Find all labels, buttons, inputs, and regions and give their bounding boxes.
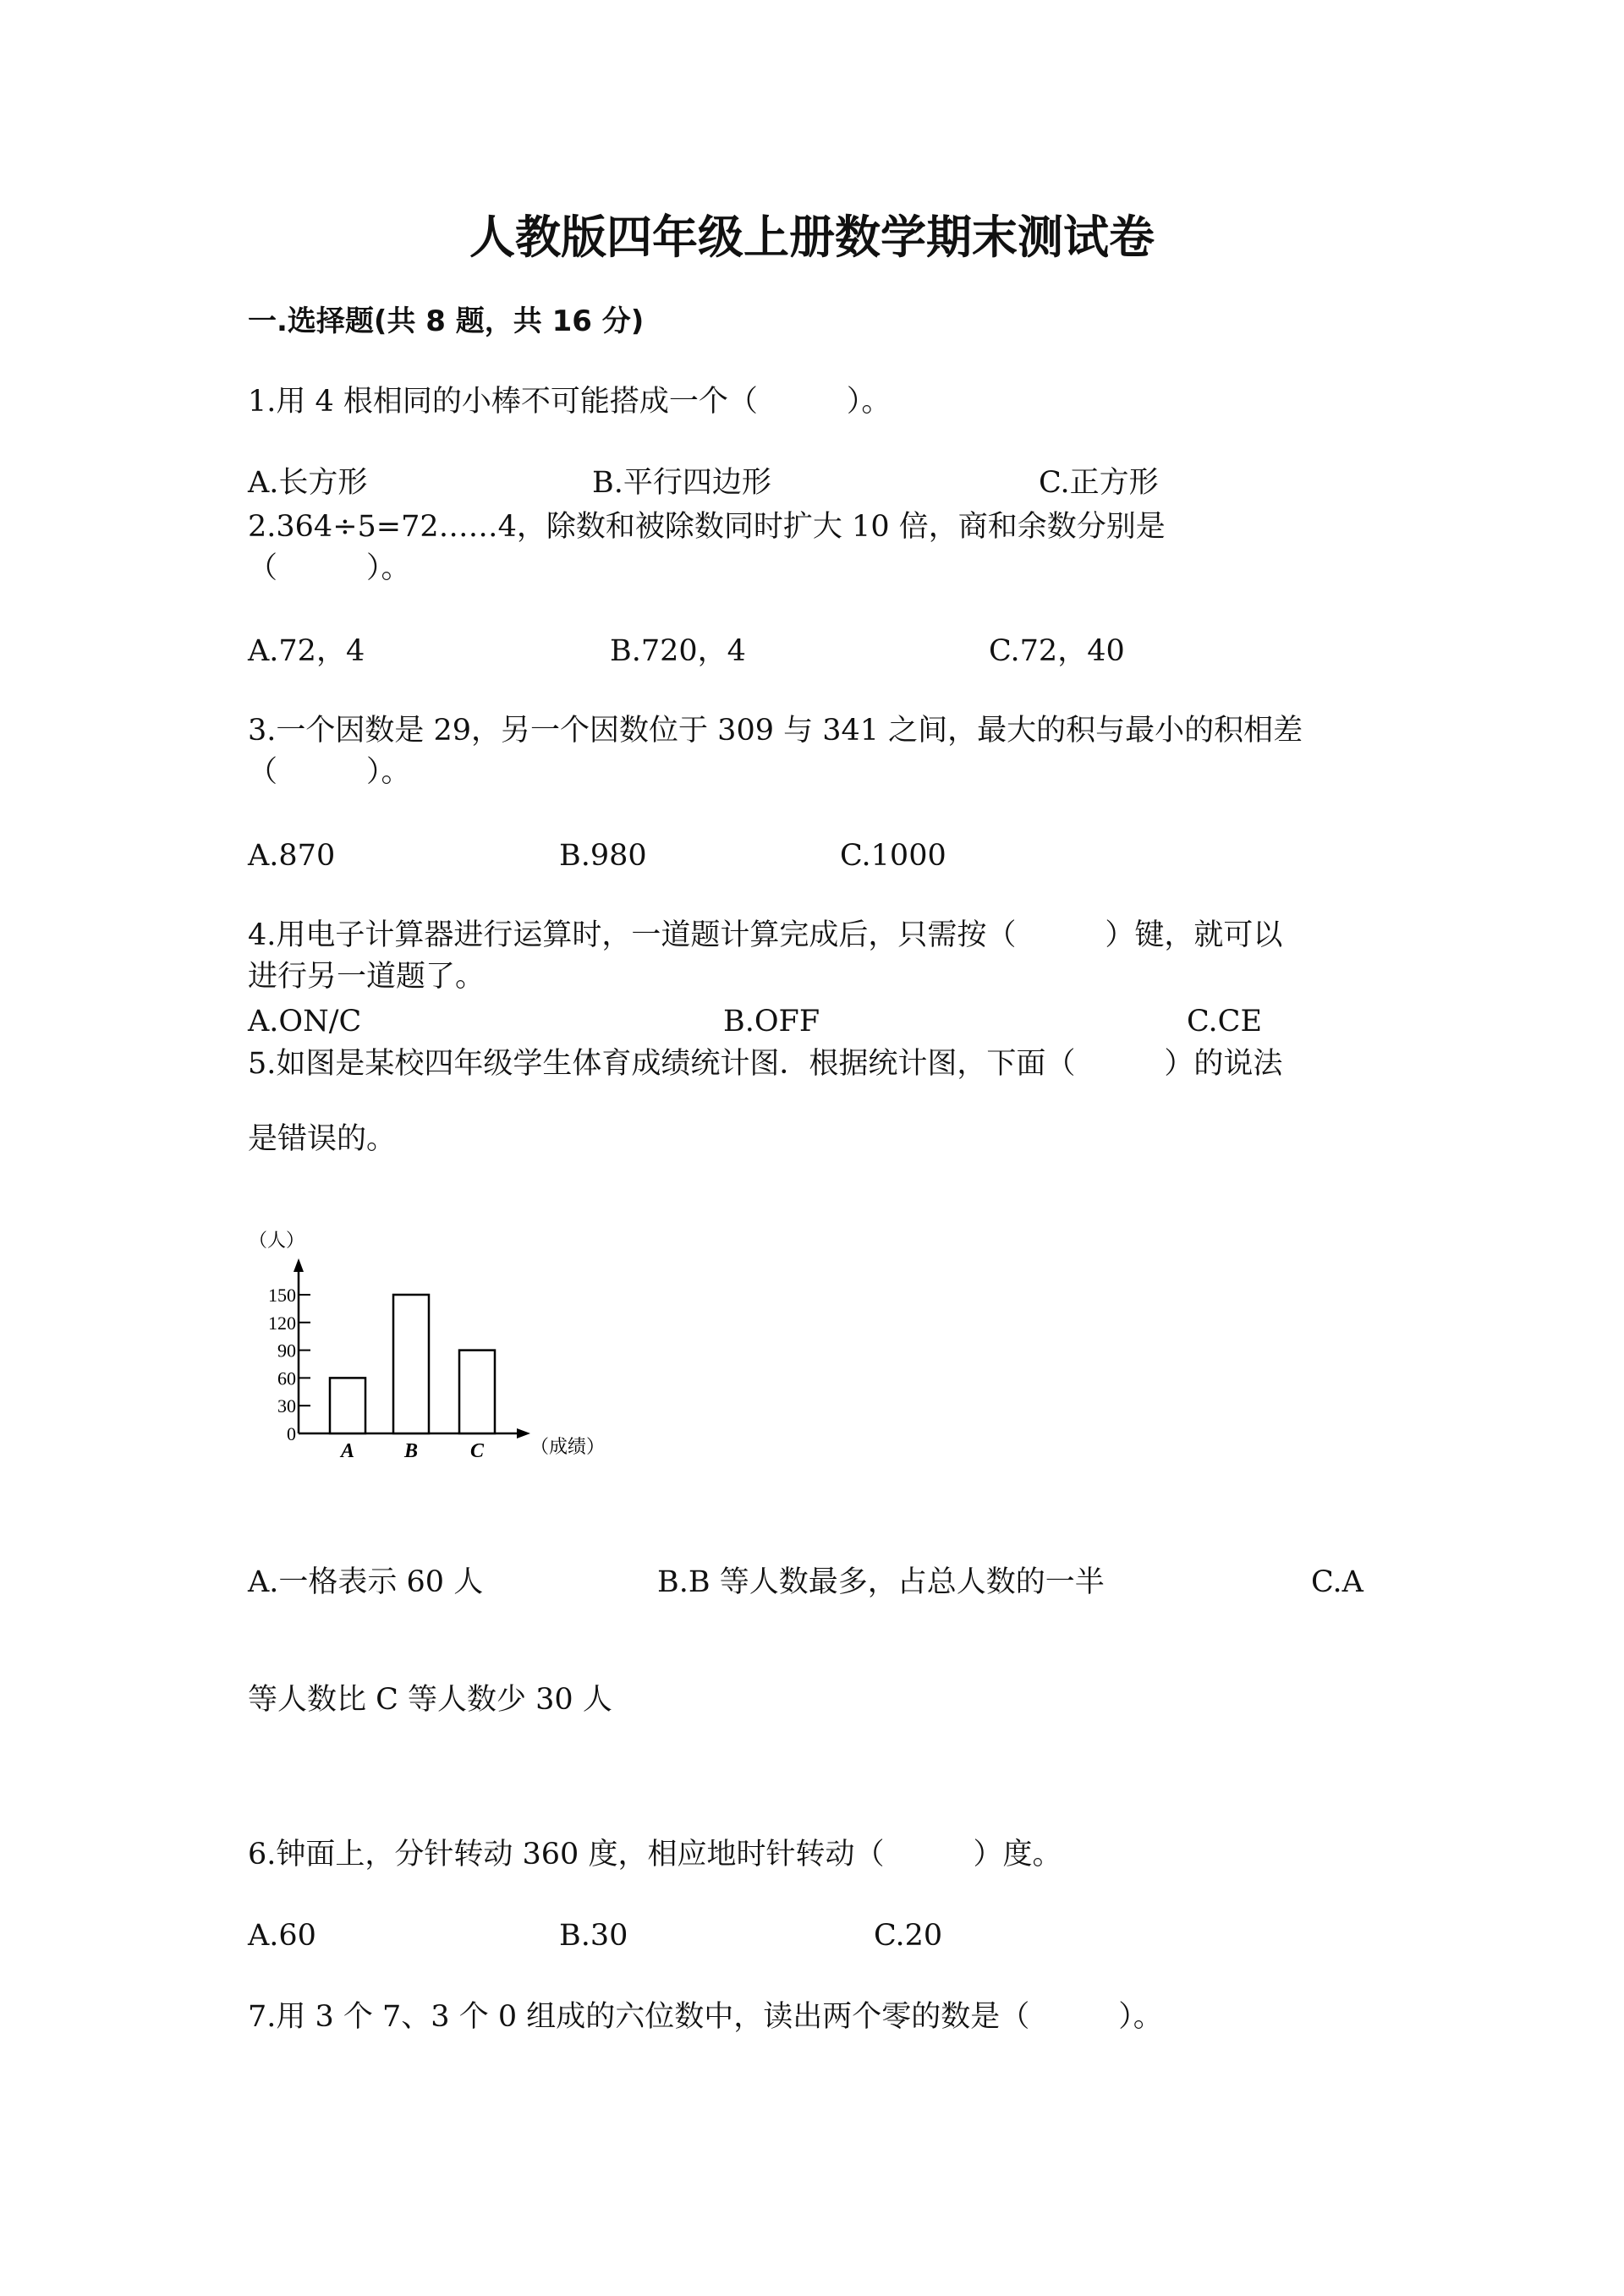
x-tick-label: C — [469, 1440, 485, 1462]
q6-option-c: C.20 — [874, 1919, 943, 1953]
question-1: 1.用 4 根相同的小棒不可能搭成一个（ ）。 — [248, 385, 892, 419]
q5-option-a: A.一格表示 60 人 — [248, 1565, 484, 1599]
question-5: 5.如图是某校四年级学生体育成绩统计图．根据统计图，下面（ ）的说法 — [248, 1047, 1283, 1081]
q1-option-c: C.正方形 — [1039, 466, 1159, 500]
y-tick-label: 30 — [277, 1395, 296, 1417]
q3-option-a: A.870 — [248, 839, 336, 873]
page-title: 人教版四年级上册数学期末测试卷 — [469, 211, 1155, 264]
bar-A — [330, 1378, 365, 1433]
question-5-cont: 是错误的。 — [248, 1122, 397, 1156]
y-tick-label: 150 — [268, 1285, 296, 1306]
y-tick-label: 0 — [287, 1423, 296, 1444]
bar-B — [393, 1295, 429, 1433]
question-4: 4.用电子计算器进行运算时，一道题计算完成后，只需按（ ）键，就可以 — [248, 918, 1283, 952]
q3-option-c: C.1000 — [840, 839, 946, 873]
question-7: 7.用 3 个 7、3 个 0 组成的六位数中，读出两个零的数是（ ）。 — [248, 2000, 1163, 2034]
q2-option-c: C.72，40 — [989, 634, 1125, 668]
question-2: 2.364÷5=72……4，除数和被除数同时扩大 10 倍，商和余数分别是 — [248, 510, 1166, 544]
x-axis-label: （成绩） — [530, 1436, 606, 1457]
bar-chart — [228, 1218, 617, 1471]
q2-option-b: B.720，4 — [610, 634, 746, 668]
q3-option-b: B.980 — [559, 839, 647, 873]
q5-option-c: C.A — [1311, 1565, 1363, 1599]
y-tick-label: 120 — [268, 1312, 296, 1334]
bar-C — [459, 1351, 495, 1433]
q4-option-a: A.ON/C — [248, 1005, 362, 1038]
q4-option-c: C.CE — [1187, 1005, 1262, 1038]
q5-option-b: B.B 等人数最多，占总人数的一半 — [657, 1565, 1105, 1599]
x-tick-label: B — [403, 1440, 419, 1462]
x-tick-label: A — [340, 1440, 355, 1462]
y-tick-label: 90 — [277, 1340, 296, 1362]
x-axis-arrow-icon — [517, 1428, 530, 1438]
q2-option-a: A.72，4 — [248, 634, 365, 668]
question-3: 3.一个因数是 29，另一个因数位于 309 与 341 之间，最大的积与最小的积相差 — [248, 714, 1303, 748]
question-3-cont: （ ）。 — [248, 755, 411, 789]
q1-option-b: B.平行四边形 — [592, 466, 771, 500]
y-tick-label: 60 — [277, 1367, 296, 1389]
y-axis-label: （人） — [248, 1230, 305, 1251]
q1-option-a: A.长方形 — [248, 466, 368, 500]
q6-option-b: B.30 — [559, 1919, 628, 1953]
y-axis-arrow-icon — [294, 1258, 304, 1272]
question-2-cont: （ ）。 — [248, 551, 411, 585]
section-heading: 一.选择题(共 8 题，共 16 分) — [248, 304, 645, 338]
q4-option-b: B.OFF — [723, 1005, 820, 1038]
q5-option-c-cont: 等人数比 C 等人数少 30 人 — [248, 1683, 612, 1717]
question-4-cont: 进行另一道题了。 — [248, 960, 486, 994]
q6-option-a: A.60 — [248, 1919, 316, 1953]
question-6: 6.钟面上，分针转动 360 度，相应地时针转动（ ）度。 — [248, 1838, 1062, 1871]
